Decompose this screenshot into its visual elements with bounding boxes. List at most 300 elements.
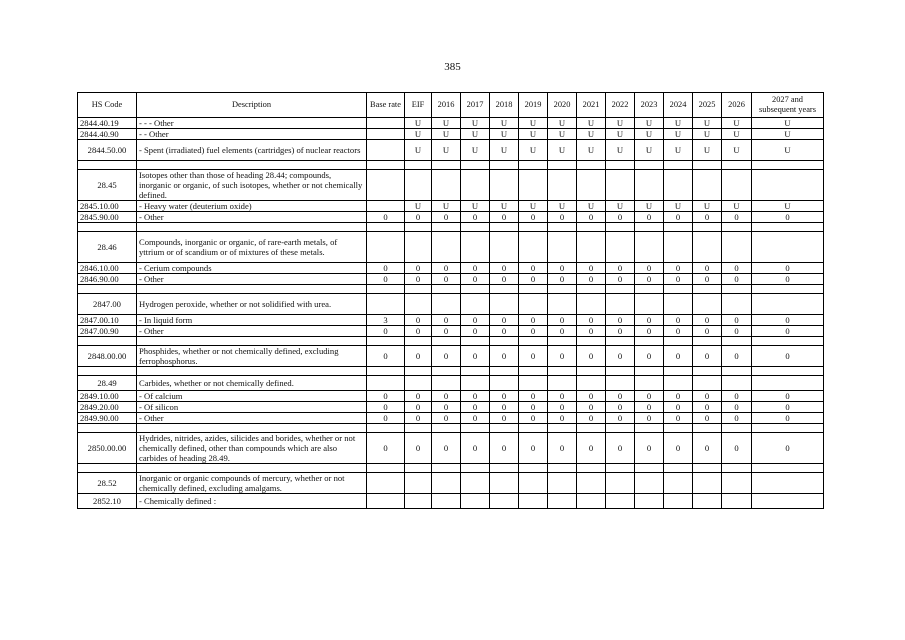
rate-cell: 0 — [461, 274, 490, 285]
rate-cell: 0 — [405, 346, 432, 367]
rate-cell: 0 — [490, 212, 519, 223]
rate-cell: 0 — [752, 433, 824, 464]
rate-cell: U — [519, 129, 548, 140]
empty-cell — [722, 464, 752, 473]
rate-cell: 0 — [577, 413, 606, 424]
table-row — [78, 315, 824, 326]
empty-cell — [461, 424, 490, 433]
empty-cell — [635, 464, 664, 473]
rate-cell: 0 — [432, 212, 461, 223]
rate-cell: 0 — [664, 413, 693, 424]
rate-cell: U — [490, 201, 519, 212]
rate-cell: 0 — [548, 402, 577, 413]
hs-code-cell: 28.52 — [78, 473, 137, 494]
rate-cell: U — [519, 201, 548, 212]
description-cell: - In liquid form — [137, 315, 367, 326]
empty-cell — [577, 285, 606, 294]
heading-row — [78, 473, 824, 494]
empty-cell — [490, 424, 519, 433]
empty-cell — [405, 464, 432, 473]
hs-code-cell: 2849.10.00 — [78, 391, 137, 402]
empty-cell — [548, 464, 577, 473]
table-row — [78, 118, 824, 129]
heading-row — [78, 170, 824, 201]
rate-cell: 0 — [722, 263, 752, 274]
rate-cell: U — [432, 129, 461, 140]
rate-cell: 0 — [432, 326, 461, 337]
heading-row — [78, 294, 824, 315]
rate-cell: 0 — [548, 263, 577, 274]
table-row — [78, 391, 824, 402]
description-cell: - Spent (irradiated) fuel elements (cartridges) of nuclear reactors — [137, 140, 367, 161]
empty-cell — [722, 161, 752, 170]
rate-cell: 0 — [752, 326, 824, 337]
rate-cell: 0 — [606, 391, 635, 402]
rate-cell: U — [405, 201, 432, 212]
rate-cell: 0 — [752, 346, 824, 367]
empty-cell — [490, 464, 519, 473]
rate-cell: U — [519, 118, 548, 129]
rate-cell: U — [432, 118, 461, 129]
hs-code-cell: 2852.10 — [78, 494, 137, 509]
rate-cell — [548, 376, 577, 391]
rate-cell: 0 — [548, 315, 577, 326]
empty-cell — [722, 223, 752, 232]
rate-cell: 0 — [432, 402, 461, 413]
base-rate-cell: 0 — [367, 413, 405, 424]
rate-cell — [577, 170, 606, 201]
rate-cell: 0 — [490, 413, 519, 424]
empty-cell — [367, 223, 405, 232]
table-header-row — [78, 93, 824, 118]
rate-cell: 0 — [405, 315, 432, 326]
rate-cell — [577, 294, 606, 315]
rate-cell: 0 — [693, 391, 722, 402]
rate-cell: 0 — [693, 433, 722, 464]
column-header: 2019 — [519, 93, 548, 118]
description-cell: Inorganic or organic compounds of mercury, whether or not chemically defined, excluding amalgams. — [137, 473, 367, 494]
rate-cell: 0 — [722, 433, 752, 464]
rate-cell: 0 — [519, 413, 548, 424]
rate-cell: U — [635, 129, 664, 140]
rate-cell: 0 — [693, 212, 722, 223]
description-cell: - Cerium compounds — [137, 263, 367, 274]
rate-cell: U — [519, 140, 548, 161]
description-cell: Hydrides, nitrides, azides, silicides and borides, whether or not chemically defined, other than compounds which are also carbides of heading 28.49. — [137, 433, 367, 464]
rate-cell: U — [405, 118, 432, 129]
empty-cell — [405, 367, 432, 376]
empty-cell — [635, 367, 664, 376]
rate-cell — [664, 376, 693, 391]
hs-code-cell: 28.46 — [78, 232, 137, 263]
empty-cell — [752, 367, 824, 376]
rate-cell: 0 — [548, 413, 577, 424]
rate-cell: U — [664, 201, 693, 212]
rate-cell — [606, 494, 635, 509]
rate-cell: 0 — [461, 413, 490, 424]
rate-cell: 0 — [548, 274, 577, 285]
empty-cell — [461, 161, 490, 170]
rate-cell: 0 — [490, 263, 519, 274]
spacer-row — [78, 337, 824, 346]
rate-cell — [548, 473, 577, 494]
empty-cell — [367, 367, 405, 376]
base-rate-cell — [367, 473, 405, 494]
hs-code-cell: 2844.40.19 — [78, 118, 137, 129]
heading-row — [78, 376, 824, 391]
hs-code-cell: 2845.10.00 — [78, 201, 137, 212]
rate-cell: 0 — [664, 326, 693, 337]
empty-cell — [461, 464, 490, 473]
rate-cell — [461, 294, 490, 315]
rate-cell — [405, 170, 432, 201]
hs-code-cell: 2845.90.00 — [78, 212, 137, 223]
empty-cell — [137, 223, 367, 232]
empty-cell — [405, 285, 432, 294]
empty-cell — [693, 464, 722, 473]
hs-code-cell: 2844.40.90 — [78, 129, 137, 140]
rate-cell: 0 — [752, 402, 824, 413]
rate-cell: 0 — [461, 263, 490, 274]
rate-cell — [490, 294, 519, 315]
rate-cell: 0 — [606, 346, 635, 367]
rate-cell — [519, 376, 548, 391]
hs-code-cell: 2847.00.90 — [78, 326, 137, 337]
empty-cell — [577, 161, 606, 170]
rate-cell — [405, 494, 432, 509]
heading-row — [78, 232, 824, 263]
empty-cell — [693, 424, 722, 433]
hs-code-cell: 2849.20.00 — [78, 402, 137, 413]
rate-cell: 0 — [635, 326, 664, 337]
rate-cell: 0 — [405, 391, 432, 402]
rate-cell: 0 — [548, 326, 577, 337]
rate-cell: 0 — [635, 433, 664, 464]
empty-cell — [137, 285, 367, 294]
description-cell: - Heavy water (deuterium oxide) — [137, 201, 367, 212]
description-cell: Phosphides, whether or not chemically defined, excluding ferrophosphorus. — [137, 346, 367, 367]
rate-cell: U — [405, 129, 432, 140]
rate-cell — [519, 170, 548, 201]
rate-cell: U — [722, 140, 752, 161]
rate-cell — [490, 232, 519, 263]
rate-cell — [752, 494, 824, 509]
empty-cell — [664, 223, 693, 232]
rate-cell: 0 — [519, 315, 548, 326]
empty-cell — [664, 464, 693, 473]
rate-cell: 0 — [635, 315, 664, 326]
rate-cell: 0 — [752, 263, 824, 274]
rate-cell: 0 — [519, 263, 548, 274]
table-row — [78, 140, 824, 161]
empty-cell — [519, 424, 548, 433]
empty-cell — [722, 337, 752, 346]
description-cell: - Other — [137, 326, 367, 337]
base-rate-cell — [367, 140, 405, 161]
rate-cell: U — [490, 129, 519, 140]
empty-cell — [548, 223, 577, 232]
rate-cell: 0 — [490, 346, 519, 367]
empty-cell — [548, 337, 577, 346]
empty-cell — [78, 285, 137, 294]
rate-cell: 0 — [432, 274, 461, 285]
empty-cell — [490, 367, 519, 376]
empty-cell — [78, 424, 137, 433]
rate-cell: U — [577, 118, 606, 129]
rate-cell: 0 — [461, 391, 490, 402]
rate-cell — [635, 494, 664, 509]
rate-cell: 0 — [693, 402, 722, 413]
rate-cell — [519, 494, 548, 509]
rate-cell: U — [606, 140, 635, 161]
base-rate-cell: 0 — [367, 402, 405, 413]
column-header: 2016 — [432, 93, 461, 118]
rate-cell: U — [461, 140, 490, 161]
rate-cell — [635, 473, 664, 494]
rate-cell — [405, 294, 432, 315]
rate-cell — [577, 232, 606, 263]
empty-cell — [432, 161, 461, 170]
column-header: 2026 — [722, 93, 752, 118]
rate-cell: U — [693, 129, 722, 140]
empty-cell — [78, 223, 137, 232]
rate-cell — [405, 473, 432, 494]
spacer-row — [78, 223, 824, 232]
rate-cell: 0 — [635, 212, 664, 223]
rate-cell: 0 — [635, 274, 664, 285]
description-cell: Hydrogen peroxide, whether or not solidified with urea. — [137, 294, 367, 315]
rate-cell: 0 — [519, 326, 548, 337]
rate-cell: 0 — [606, 433, 635, 464]
empty-cell — [548, 161, 577, 170]
empty-cell — [752, 337, 824, 346]
empty-cell — [519, 337, 548, 346]
column-header: 2020 — [548, 93, 577, 118]
empty-cell — [367, 464, 405, 473]
rate-cell: 0 — [577, 274, 606, 285]
rate-cell: U — [752, 140, 824, 161]
rate-cell: 0 — [577, 315, 606, 326]
empty-cell — [405, 337, 432, 346]
rate-cell: 0 — [461, 402, 490, 413]
base-rate-cell: 0 — [367, 391, 405, 402]
table-row — [78, 326, 824, 337]
rate-cell: U — [752, 129, 824, 140]
empty-cell — [519, 223, 548, 232]
rate-cell: 0 — [635, 402, 664, 413]
rate-cell: 0 — [693, 315, 722, 326]
empty-cell — [461, 285, 490, 294]
empty-cell — [635, 223, 664, 232]
column-header: 2018 — [490, 93, 519, 118]
rate-cell: 0 — [752, 212, 824, 223]
table-row — [78, 346, 824, 367]
empty-cell — [693, 161, 722, 170]
empty-cell — [367, 337, 405, 346]
rate-cell: 0 — [519, 433, 548, 464]
rate-cell: 0 — [461, 212, 490, 223]
empty-cell — [137, 161, 367, 170]
empty-cell — [577, 424, 606, 433]
empty-cell — [137, 367, 367, 376]
base-rate-cell: 0 — [367, 346, 405, 367]
rate-cell — [490, 170, 519, 201]
rate-cell — [752, 473, 824, 494]
empty-cell — [606, 337, 635, 346]
empty-cell — [367, 285, 405, 294]
rate-cell — [635, 232, 664, 263]
rate-cell: 0 — [461, 326, 490, 337]
description-cell: Compounds, inorganic or organic, of rare-earth metals, of yttrium or of scandium or of mixtures of these metals. — [137, 232, 367, 263]
rate-cell — [752, 170, 824, 201]
base-rate-cell: 0 — [367, 433, 405, 464]
hs-code-cell: 2847.00.10 — [78, 315, 137, 326]
rate-cell: 0 — [519, 346, 548, 367]
empty-cell — [752, 464, 824, 473]
empty-cell — [722, 285, 752, 294]
rate-cell: U — [722, 201, 752, 212]
empty-cell — [722, 424, 752, 433]
description-cell: Carbides, whether or not chemically defined. — [137, 376, 367, 391]
empty-cell — [664, 367, 693, 376]
empty-cell — [606, 161, 635, 170]
rate-cell: 0 — [577, 263, 606, 274]
empty-cell — [432, 464, 461, 473]
column-header: 2021 — [577, 93, 606, 118]
rate-cell: 0 — [664, 263, 693, 274]
empty-cell — [78, 337, 137, 346]
description-cell: - Other — [137, 212, 367, 223]
rate-cell: U — [752, 201, 824, 212]
rate-cell: U — [548, 140, 577, 161]
rate-cell: 0 — [519, 274, 548, 285]
rate-cell: 0 — [548, 346, 577, 367]
base-rate-cell: 0 — [367, 263, 405, 274]
rate-cell: 0 — [548, 433, 577, 464]
rate-cell: U — [693, 118, 722, 129]
rate-cell: U — [722, 118, 752, 129]
empty-cell — [490, 285, 519, 294]
rate-cell: U — [664, 140, 693, 161]
rate-cell — [548, 294, 577, 315]
rate-cell: 0 — [405, 433, 432, 464]
rate-cell: U — [405, 140, 432, 161]
empty-cell — [577, 223, 606, 232]
rate-cell: 0 — [461, 433, 490, 464]
rate-cell: U — [461, 129, 490, 140]
empty-cell — [635, 424, 664, 433]
rate-cell: 0 — [432, 315, 461, 326]
rate-cell — [664, 294, 693, 315]
rate-cell: U — [606, 201, 635, 212]
rate-cell — [432, 473, 461, 494]
rate-cell: U — [635, 140, 664, 161]
description-cell: - - - Other — [137, 118, 367, 129]
base-rate-cell — [367, 201, 405, 212]
empty-cell — [461, 367, 490, 376]
rate-cell: 0 — [752, 274, 824, 285]
rate-cell — [722, 473, 752, 494]
rate-cell: 0 — [664, 212, 693, 223]
rate-cell: 0 — [664, 391, 693, 402]
empty-cell — [548, 285, 577, 294]
empty-cell — [606, 223, 635, 232]
column-header: 2024 — [664, 93, 693, 118]
empty-cell — [635, 337, 664, 346]
rate-cell: 0 — [405, 212, 432, 223]
empty-cell — [405, 223, 432, 232]
rate-cell: 0 — [405, 326, 432, 337]
rate-cell: U — [635, 118, 664, 129]
empty-cell — [519, 285, 548, 294]
table-row — [78, 201, 824, 212]
base-rate-cell: 0 — [367, 274, 405, 285]
rate-cell: 0 — [405, 274, 432, 285]
table-row — [78, 402, 824, 413]
rate-cell: 0 — [664, 402, 693, 413]
empty-cell — [752, 424, 824, 433]
rate-cell: 0 — [490, 326, 519, 337]
rate-cell: 0 — [405, 402, 432, 413]
rate-cell — [752, 294, 824, 315]
empty-cell — [635, 161, 664, 170]
rate-cell: 0 — [577, 433, 606, 464]
rate-cell: U — [577, 201, 606, 212]
heading-row — [78, 494, 824, 509]
rate-cell: 0 — [693, 346, 722, 367]
empty-cell — [635, 285, 664, 294]
rate-cell: 0 — [577, 391, 606, 402]
rate-cell: U — [577, 140, 606, 161]
rate-cell: 0 — [432, 433, 461, 464]
rate-cell — [722, 376, 752, 391]
rate-cell — [461, 170, 490, 201]
rate-cell: 0 — [752, 391, 824, 402]
base-rate-cell — [367, 129, 405, 140]
column-header: 2023 — [635, 93, 664, 118]
hs-code-cell: 2844.50.00 — [78, 140, 137, 161]
column-header: 2017 — [461, 93, 490, 118]
rate-cell: 0 — [664, 433, 693, 464]
page-number: 385 — [444, 61, 461, 73]
rate-cell — [519, 473, 548, 494]
rate-cell: 0 — [519, 212, 548, 223]
rate-cell: 0 — [606, 212, 635, 223]
rate-cell — [519, 294, 548, 315]
table-row — [78, 212, 824, 223]
rate-cell: 0 — [577, 212, 606, 223]
column-header: EIF — [405, 93, 432, 118]
rate-cell: 0 — [432, 391, 461, 402]
empty-cell — [752, 285, 824, 294]
rate-cell — [752, 232, 824, 263]
empty-cell — [519, 367, 548, 376]
rate-cell: 0 — [519, 402, 548, 413]
rate-cell: 0 — [461, 315, 490, 326]
spacer-row — [78, 464, 824, 473]
empty-cell — [606, 424, 635, 433]
rate-cell — [461, 494, 490, 509]
empty-cell — [490, 223, 519, 232]
rate-cell — [548, 232, 577, 263]
rate-cell: U — [577, 129, 606, 140]
rate-cell — [405, 232, 432, 263]
rate-cell: 0 — [519, 391, 548, 402]
rate-cell: U — [752, 118, 824, 129]
hs-code-cell: 2850.00.00 — [78, 433, 137, 464]
rate-cell: 0 — [577, 402, 606, 413]
rate-cell: 0 — [752, 413, 824, 424]
